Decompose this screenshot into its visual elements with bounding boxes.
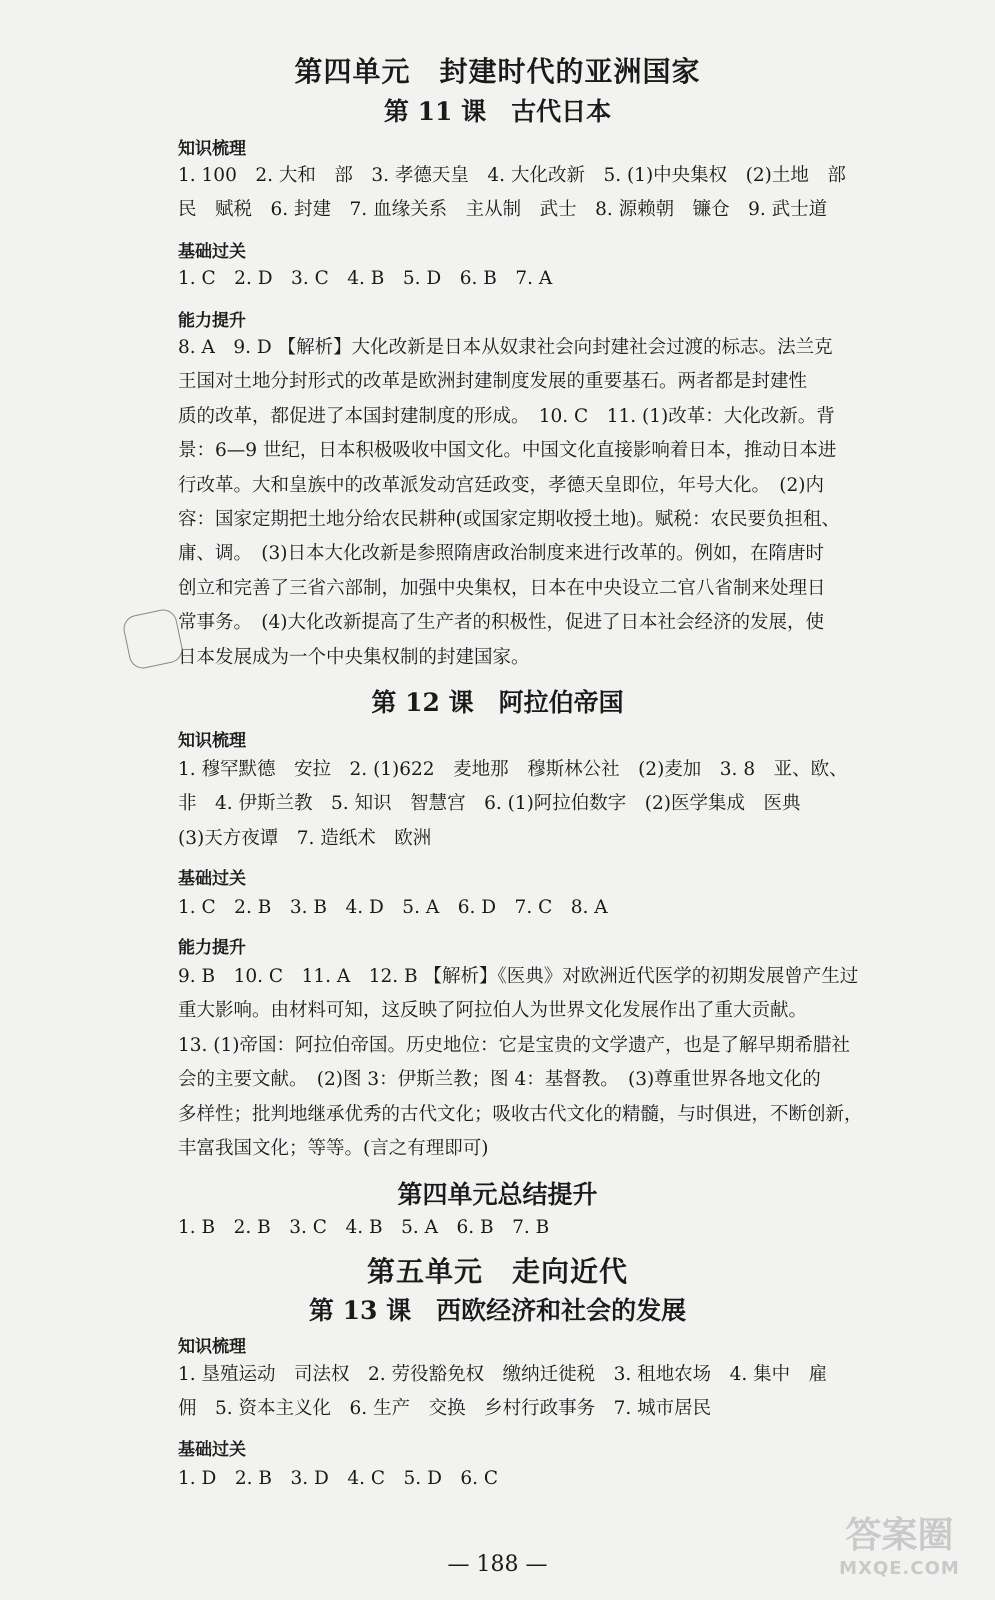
unit5-title: 第五单元 走向近代 [366,1255,628,1288]
text-line: 丰富我国文化；等等。(言之有理即可) [178,1138,489,1160]
lesson11-section-knowledge: 知识梳理 [178,139,246,159]
text-line: (3)天方夜谭 7. 造纸术 欧洲 [178,827,432,849]
text-line: 庸、调。 (3)日本大化改新是参照隋唐政治制度来进行改革的。例如，在隋唐时 [178,543,824,565]
lesson11-advanced-text [178,331,840,675]
text-line: 常事务。 (4)大化改新提高了生产者的积极性，促进了日本社会经济的发展，使 [178,612,824,634]
lesson11-basic-answers [178,262,818,296]
text-line: 9. B 10. C 11. A 12. B 【解析】《医典》对欧洲近代医学的初期发展曾产生过 [178,966,859,987]
lesson12-section-basic: 基础过关 [178,869,246,889]
lesson11-section-advanced: 能力提升 [178,311,246,331]
unit4-title: 第四单元 封建时代的亚洲国家 [294,55,701,88]
text-line: 行改革。大和皇族中的改革派发动宫廷政变，孝德天皇即位，年号大化。 (2)内 [178,474,824,496]
text-line: 1. D 2. B 3. D 4. C 5. D 6. C [178,1468,499,1489]
text-line: 景：6—9 世纪，日本积极吸收中国文化。中国文化直接影响着日本，推动日本进 [178,440,837,462]
lesson13-title: 第 13 课 西欧经济和社会的发展 [308,1296,687,1325]
text-line: 1. 垦殖运动 司法权 2. 劳役豁免权 缴纳迁徙税 3. 租地农场 4. 集中 雇 [178,1364,828,1385]
lesson13-knowledge-text [178,1358,828,1427]
text-line: 13. (1)帝国：阿拉伯帝国。历史地位：它是宝贵的文学遗产，也是了解早期希腊社 [178,1034,851,1056]
lesson12-section-knowledge: 知识梳理 [178,731,246,751]
watermark-bottom-text: MXQE.COM [839,1558,960,1579]
text-line: 会的主要文献。 (2)图 3：伊斯兰教；图 4：基督教。 (3)尊重世界各地文化的 [178,1069,821,1091]
text-line: 1. 穆罕默德 安拉 2. (1)622 麦地那 穆斯林公社 (2)麦加 3. 8 亚、欧、 [178,759,848,780]
text-line: 容：国家定期把土地分给农民耕种(或国家定期收授土地)。赋税：农民要负担租、 [178,509,840,531]
text-line: 1. 100 2. 大和 部 3. 孝德天皇 4. 大化改新 5. (1)中央集权 (2)土地 部 [178,165,846,186]
page-number: — 188 — [447,1552,548,1577]
text-line: 日本发展成为一个中央集权制的封建国家。 [178,646,530,668]
text-line: 非 4. 伊斯兰教 5. 知识 智慧宫 6. (1)阿拉伯数字 (2)医学集成 医典 [178,793,801,815]
watermark-logo [812,1514,987,1594]
text-line: 王国对土地分封形式的改革是欧洲封建制度发展的重要基石。两者都是封建性 [178,371,808,393]
lesson13-section-knowledge: 知识梳理 [178,1337,246,1357]
text-line: 质的改革，都促进了本国封建制度的形成。 10. C 11. (1)改革：大化改新。背 [178,405,835,427]
text-line: 民 赋税 6. 封建 7. 血缘关系 主从制 武士 8. 源赖朝 镰仓 9. 武士道 [178,199,828,221]
stamp-logo [121,607,185,671]
lesson12-advanced-text [178,960,863,1166]
unit4-summary-title: 第四单元总结提升 [397,1180,598,1209]
lesson11-title: 第 11 课 古代日本 [383,97,612,126]
lesson13-section-basic: 基础过关 [178,1440,246,1460]
watermark-top-text: 答案圈 [845,1515,954,1556]
text-line: 佣 5. 资本主义化 6. 生产 交换 乡村行政事务 7. 城市居民 [178,1398,712,1420]
text-line: 多样性；批判地继承优秀的古代文化；吸收古代文化的精髓，与时俱进，不断创新， [178,1103,863,1125]
lesson11-section-basic: 基础过关 [178,242,246,262]
text-line: 重大影响。由材料可知，这反映了阿拉伯人为世界文化发展作出了重大贡献。 [178,1000,808,1022]
text-line: 1. B 2. B 3. C 4. B 5. A 6. B 7. B [178,1217,550,1238]
lesson13-basic-answers [178,1462,818,1496]
text-line: 1. C 2. B 3. B 4. D 5. A 6. D 7. C 8. A [178,897,608,918]
lesson12-basic-answers [178,891,818,925]
lesson11-knowledge-text [178,159,846,228]
text-line: 8. A 9. D 【解析】大化改新是日本从奴隶社会向封建社会过渡的标志。法兰克 [178,337,833,358]
text-line: 创立和完善了三省六部制，加强中央集权，日本在中央设立二官八省制来处理日 [178,577,826,599]
lesson12-knowledge-text [178,753,848,856]
lesson12-section-advanced: 能力提升 [178,938,246,958]
lesson12-title: 第 12 课 阿拉伯帝国 [371,688,624,717]
text-line: 1. C 2. D 3. C 4. B 5. D 6. B 7. A [178,268,553,289]
unit4-summary-answers [178,1211,818,1245]
